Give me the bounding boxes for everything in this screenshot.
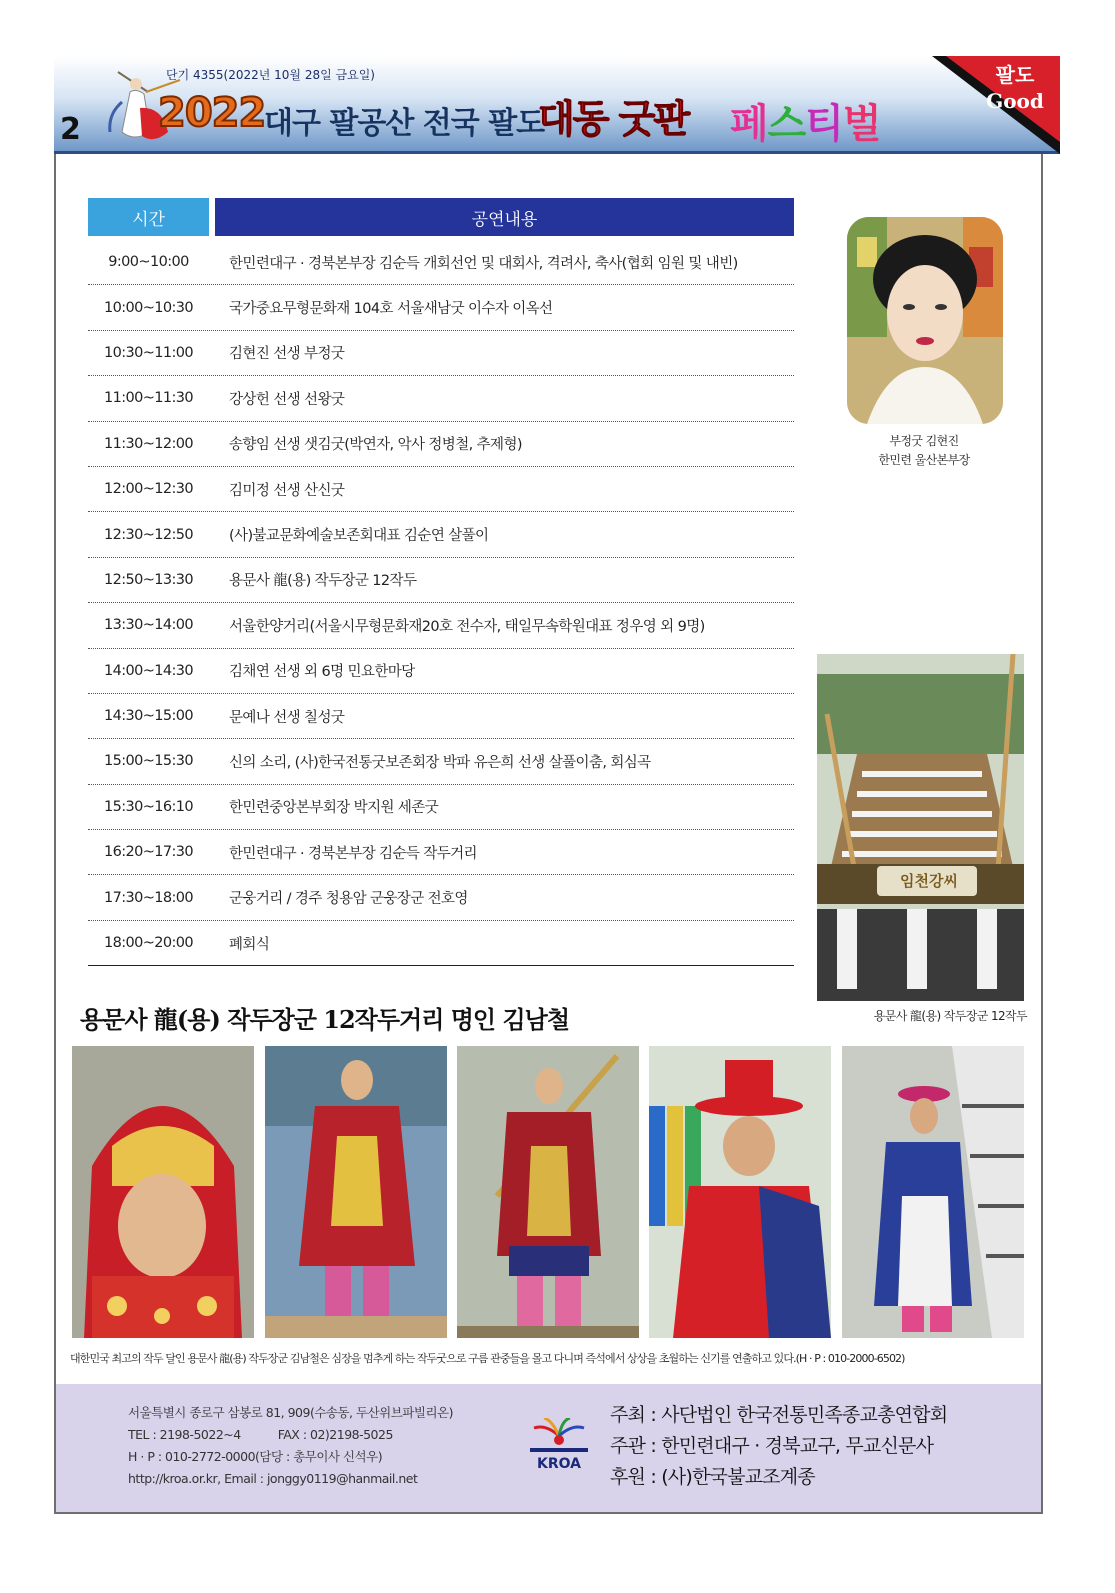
schedule-content: (사)불교문화예술보존회대표 김순연 살풀이	[229, 528, 489, 545]
corner-line2: Good	[986, 89, 1044, 113]
portrait-caption	[824, 432, 1024, 470]
schedule-content: 강상헌 선생 선왕굿	[229, 391, 345, 408]
title-festival-char: 페	[730, 101, 768, 147]
kroa-logo-text: KROA	[537, 1456, 581, 1470]
schedule-time: 15:00~15:30	[103, 753, 194, 770]
schedule-time: 14:00~14:30	[103, 662, 194, 679]
footer-panel	[56, 1384, 1041, 1512]
schedule-row	[88, 739, 794, 784]
title-year: 2022	[158, 90, 266, 136]
footer-organizer: 주관 : 한민련대구 · 경북교구, 무교신문사	[610, 1435, 934, 1457]
footer-contact	[128, 1402, 453, 1490]
corner-badge-text	[980, 62, 1050, 114]
schedule-time: 12:00~12:30	[103, 481, 194, 498]
schedule-time: 9:00~10:00	[108, 254, 189, 271]
title-part2: 대동 굿판	[538, 96, 689, 141]
schedule-row	[88, 331, 794, 376]
schedule-row	[88, 785, 794, 830]
schedule-content: 한민련대구 · 경북본부장 김순득 개회선언 및 대회사, 격려사, 축사(협회 임원 및 내빈)	[229, 255, 738, 272]
schedule-row	[88, 240, 794, 285]
schedule-row	[88, 422, 794, 467]
schedule-content: 서울한양거리(서울시무형문화재20호 전수자, 태일무속학원대표 정우영 외 9명)	[229, 618, 705, 635]
page-header	[54, 56, 1060, 154]
schedule-time: 10:30~11:00	[103, 344, 194, 361]
schedule-row	[88, 830, 794, 875]
kroa-logo	[526, 1418, 592, 1470]
footer-organizers	[610, 1400, 947, 1493]
title-festival-char: 벌	[842, 101, 881, 147]
schedule-row	[88, 875, 794, 920]
footer-sponsor: 후원 : (사)한국불교조계종	[610, 1466, 815, 1488]
schedule-content: 김채연 선생 외 6명 민요한마당	[229, 664, 415, 681]
section-title: 용문사 龍(용) 작두장군 12작두거리 명인 김남철	[80, 1005, 570, 1034]
photo-red-hat	[649, 1046, 831, 1338]
footer-web[interactable]: http://kroa.or.kr, Email : jonggy0119@hanmail.net	[128, 1471, 418, 1486]
schedule-content: 군웅거리 / 경주 청용암 군웅장군 전호영	[229, 891, 468, 908]
schedule-time: 11:30~12:00	[103, 435, 194, 452]
footer-hp: H · P : 010-2772-0000(담당 : 총무이사 신석우)	[128, 1449, 383, 1464]
title-festival-char: 티	[805, 101, 843, 147]
schedule-time: 11:00~11:30	[103, 390, 194, 407]
schedule-time: 14:30~15:00	[103, 708, 194, 725]
photo-strip	[72, 1046, 1026, 1338]
footer-host: 주최 : 사단법인 한국전통민족종교총연합회	[610, 1404, 948, 1426]
schedule-row	[88, 694, 794, 739]
schedule-time: 18:00~20:00	[103, 935, 194, 952]
photo-general-blade	[457, 1046, 639, 1338]
schedule-row	[88, 376, 794, 421]
footer-fax: FAX : 02)2198-5025	[277, 1427, 393, 1442]
schedule-time: 10:00~10:30	[103, 299, 194, 316]
schedule-rows	[88, 240, 794, 966]
schedule-content: 문예나 선생 칠성굿	[229, 709, 345, 726]
corner-line1: 팔도	[995, 63, 1035, 87]
page-number: 2	[60, 112, 81, 147]
stair-caption: 용문사 龍(용) 작두장군 12작두	[873, 1009, 1027, 1023]
schedule-row	[88, 467, 794, 512]
schedule-content: 한민련대구 · 경북본부장 김순득 작두거리	[229, 845, 477, 862]
date-line: 단기 4355(2022년 10월 28일 금요일)	[166, 68, 375, 82]
schedule-time: 15:30~16:10	[103, 798, 194, 815]
photo-general-armor-1	[265, 1046, 447, 1338]
title-part3	[730, 92, 881, 149]
schedule-row	[88, 921, 794, 966]
title-part1: 대구 팔공산 전국 팔도	[264, 106, 545, 141]
schedule-content: 신의 소리, (사)한국전통굿보존회장 박파 유은희 선생 살풀이춤, 회심곡	[229, 754, 651, 771]
schedule-row	[88, 603, 794, 648]
schedule-time: 12:30~12:50	[103, 526, 194, 543]
schedule-content: 김현진 선생 부정굿	[229, 346, 345, 363]
schedule-row	[88, 512, 794, 557]
col-content-header: 공연내용	[215, 198, 794, 236]
photo-blue-robe	[842, 1046, 1024, 1338]
schedule-row	[88, 649, 794, 694]
schedule-content: 송향임 선생 샛김굿(박연자, 악사 정병철, 추제형)	[229, 437, 522, 454]
photo-caption: 대한민국 최고의 작두 달인 용문사 龍(용) 작두장군 김남철은 심장을 멈추게 하는 작두굿으로 구름 관중들을 몰고 다니며 즉석에서 상상을 초월하는 신기를 연출하고 있다.(H · P : 010-2000-6502)	[70, 1352, 905, 1365]
footer-phone-line	[128, 1424, 453, 1446]
schedule-time: 12:50~13:30	[103, 571, 194, 588]
schedule-time: 13:30~14:00	[103, 617, 194, 634]
footer-address: 서울특별시 종로구 삼봉로 81, 909(수송동, 두산위브파빌리온)	[128, 1405, 453, 1420]
schedule-content: 폐회식	[229, 936, 270, 953]
schedule-time: 17:30~18:00	[103, 889, 194, 906]
title-festival-char: 스	[767, 101, 806, 147]
stair-banner-text: 임천강씨	[900, 872, 958, 890]
col-time-header: 시간	[88, 198, 209, 236]
footer-tel: TEL : 2198-5022~4	[128, 1427, 241, 1442]
schedule-time: 16:20~17:30	[103, 844, 194, 861]
portrait-photo	[847, 217, 1003, 424]
schedule-content: 용문사 龍(용) 작두장군 12작두	[229, 573, 417, 590]
schedule-content: 김미정 선생 산신굿	[229, 482, 345, 499]
schedule-content: 한민련중앙본부회장 박지원 세존굿	[229, 800, 439, 817]
portrait-caption-line1: 부정굿 김현진	[889, 434, 959, 448]
portrait-caption-line2: 한민련 울산본부장	[878, 453, 970, 467]
blade-stair-photo	[817, 654, 1024, 1001]
schedule-content: 국가중요무형문화재 104호 서울새남굿 이수자 이옥선	[229, 301, 553, 318]
photo-general-headdress	[72, 1046, 254, 1338]
schedule-header	[88, 198, 794, 236]
schedule-row	[88, 558, 794, 603]
schedule-table	[88, 198, 794, 966]
schedule-row	[88, 285, 794, 330]
